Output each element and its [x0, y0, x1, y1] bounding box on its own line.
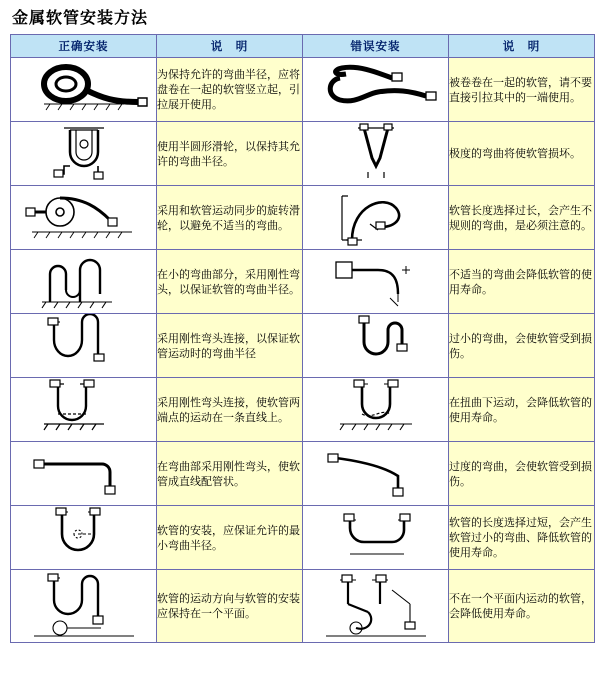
sharp-v-bend-hose-icon [303, 122, 448, 185]
wrong-figure-cell [303, 506, 449, 570]
correct-figure-cell [11, 250, 157, 314]
wrong-note-cell: 在扭曲下运动，会降低软管的使用寿命。 [449, 378, 595, 442]
minimum-bend-radius-install-icon [11, 506, 156, 569]
wrong-figure-cell [303, 250, 449, 314]
header-correct-install: 正确安装 [11, 35, 157, 58]
header-correct-note: 说 明 [157, 35, 303, 58]
rotating-sheave-with-chain-icon [11, 186, 156, 249]
wrong-figure-cell [303, 378, 449, 442]
too-small-bend-radius-icon [303, 314, 448, 377]
header-wrong-install: 错误安装 [303, 35, 449, 58]
header-wrong-note: 说 明 [449, 35, 595, 58]
table-row [11, 250, 595, 314]
wrong-note-cell: 被卷卷在一起的软管，请不要直接引拉其中的一端使用。 [449, 58, 595, 122]
wrong-figure-cell [303, 122, 449, 186]
correct-note-cell: 为保持允许的弯曲半径，应将盘卷在一起的软管竖立起，引拉展开使用。 [157, 58, 303, 122]
table-header [11, 35, 595, 58]
excess-length-small-bend-icon [303, 506, 448, 569]
rigid-elbow-straight-line-motion-icon [11, 378, 156, 441]
wrong-figure-cell [303, 186, 449, 250]
table-row [11, 570, 595, 643]
correct-figure-cell [11, 314, 157, 378]
correct-figure-cell [11, 58, 157, 122]
coiled-hose-pulled-straight-icon [303, 58, 448, 121]
correct-note-cell: 采用刚性弯头连接，以保证软管运动时的弯曲半径 [157, 314, 303, 378]
correct-figure-cell [11, 506, 157, 570]
correct-note-cell: 使用半圆形滑轮，以保持其允许的弯曲半径。 [157, 122, 303, 186]
twisted-u-hose-icon [303, 378, 448, 441]
improper-bend-at-fitting-icon [303, 250, 448, 313]
correct-note-cell: 采用刚性弯头连接，使软管两端点的运动在一条直线上。 [157, 378, 303, 442]
table-row [11, 314, 595, 378]
wrong-note-cell: 极度的弯曲将使软管损坏。 [449, 122, 595, 186]
correct-note-cell: 软管的安装，应保证允许的最小弯曲半径。 [157, 506, 303, 570]
semicircular-sheave-guide-icon [11, 122, 156, 185]
wrong-note-cell: 软管长度选择过长，会产生不规则的弯曲，是必须注意的。 [449, 186, 595, 250]
motion-out-of-plane-icon [303, 570, 448, 642]
hose-installation-table [10, 34, 595, 643]
wrong-note-cell: 软管的长度选择过短，会产生软管过小的弯曲、降低软管的使用寿命。 [449, 506, 595, 570]
table-row [11, 442, 595, 506]
wrong-figure-cell [303, 58, 449, 122]
correct-figure-cell [11, 122, 157, 186]
correct-figure-cell [11, 442, 157, 506]
header-row [11, 35, 595, 58]
wrong-figure-cell [303, 570, 449, 643]
wrong-note-cell: 过小的弯曲，会使软管受到损伤。 [449, 314, 595, 378]
page-title: 金属软管安装方法 [12, 8, 149, 27]
correct-figure-cell [11, 186, 157, 250]
correct-note-cell: 软管的运动方向与软管的安装应保持在一个平面。 [157, 570, 303, 643]
table-row [11, 58, 595, 122]
wrong-note-cell: 不在一个平面内运动的软管，会降低使用寿命。 [449, 570, 595, 643]
table-body [11, 58, 595, 643]
correct-figure-cell [11, 378, 157, 442]
correct-note-cell: 在小的弯曲部分，采用刚性弯头，以保证软管的弯曲半径。 [157, 250, 303, 314]
correct-note-cell: 采用和软管运动同步的旋转滑轮，以避免不适当的弯曲。 [157, 186, 303, 250]
motion-in-same-plane-icon [11, 570, 156, 642]
loose-long-hose-loop-icon [303, 186, 448, 249]
coiled-hose-on-reel-icon [11, 58, 156, 121]
correct-note-cell: 在弯曲部采用刚性弯头，使软管成直线配管状。 [157, 442, 303, 506]
table-row [11, 378, 595, 442]
correct-figure-cell [11, 570, 157, 643]
table-row [11, 186, 595, 250]
wrong-note-cell: 过度的弯曲，会使软管受到损伤。 [449, 442, 595, 506]
table-row [11, 506, 595, 570]
wrong-figure-cell [303, 314, 449, 378]
wrong-figure-cell [303, 442, 449, 506]
wrong-note-cell: 不适当的弯曲会降低软管的使用寿命。 [449, 250, 595, 314]
rigid-elbow-small-bend-icon [11, 250, 156, 313]
table-row [11, 122, 595, 186]
straight-pipe-with-elbow-icon [11, 442, 156, 505]
rigid-elbow-u-loop-icon [11, 314, 156, 377]
over-bent-pipe-icon [303, 442, 448, 505]
